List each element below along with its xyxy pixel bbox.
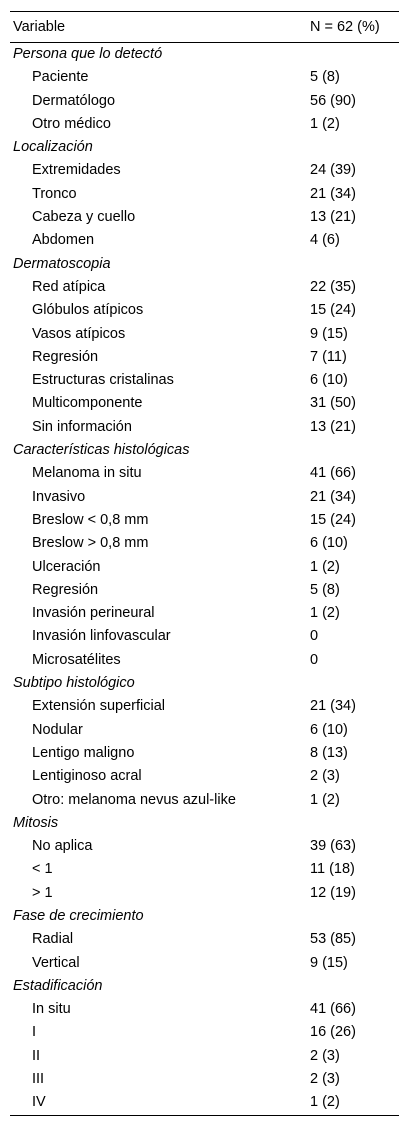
row-value: 13 (21)	[310, 418, 356, 435]
row-label: Paciente	[32, 69, 89, 86]
row-value: 0	[310, 651, 319, 668]
table-row	[10, 742, 399, 765]
table-row	[10, 392, 399, 415]
row-label: Vertical	[32, 954, 80, 971]
row-label: III	[32, 1071, 45, 1088]
table-row	[10, 625, 399, 648]
section-header	[10, 905, 399, 928]
table-row	[10, 765, 399, 788]
row-value: 2 (3)	[310, 1047, 340, 1064]
row-value: 11 (18)	[310, 861, 355, 878]
row-value: 21 (34)	[310, 488, 356, 505]
row-label: Abdomen	[32, 232, 95, 249]
table-row	[10, 229, 399, 252]
table-row	[10, 486, 399, 509]
row-value: 53 (85)	[310, 931, 356, 948]
header-variable: Variable	[13, 19, 66, 35]
table-row	[10, 835, 399, 858]
row-label: Dermatólogo	[32, 92, 116, 109]
row-label: Vasos atípicos	[32, 325, 126, 342]
row-value: 41 (66)	[310, 1001, 356, 1018]
section-title: Mitosis	[13, 814, 59, 831]
table-row	[10, 602, 399, 625]
row-label: Red atípica	[32, 278, 106, 295]
table-row	[10, 695, 399, 718]
row-value: 0	[310, 628, 319, 645]
header-n: N = 62 (%)	[310, 19, 380, 35]
row-label: Microsatélites	[32, 651, 121, 668]
row-value: 6 (10)	[310, 535, 348, 552]
section-header	[10, 253, 399, 276]
table-row	[10, 1091, 399, 1114]
bottom-rule	[10, 1115, 399, 1116]
row-value: 1 (2)	[310, 558, 340, 575]
row-label: Sin información	[32, 418, 132, 435]
row-value: 13 (21)	[310, 209, 356, 226]
table-row	[10, 206, 399, 229]
row-label: < 1	[32, 861, 53, 878]
table-row	[10, 579, 399, 602]
table-row	[10, 346, 399, 369]
row-label: Cabeza y cuello	[32, 209, 136, 226]
table-row	[10, 323, 399, 346]
row-label: Melanoma in situ	[32, 465, 142, 482]
row-label: In situ	[32, 1001, 71, 1018]
row-value: 2 (3)	[310, 1071, 340, 1088]
row-value: 21 (34)	[310, 185, 356, 202]
table-row	[10, 90, 399, 113]
table-row	[10, 532, 399, 555]
section-header	[10, 439, 399, 462]
table-row	[10, 416, 399, 439]
row-label: Extremidades	[32, 162, 121, 179]
table-row	[10, 952, 399, 975]
row-label: Invasión linfovascular	[32, 628, 171, 645]
row-value: 39 (63)	[310, 838, 356, 855]
row-label: Regresión	[32, 581, 99, 598]
row-label: Lentiginoso acral	[32, 768, 142, 785]
row-label: Extensión superficial	[32, 698, 165, 715]
table-row	[10, 789, 399, 812]
table-row	[10, 113, 399, 136]
row-label: IV	[32, 1094, 46, 1111]
table-row	[10, 159, 399, 182]
row-value: 6 (10)	[310, 372, 348, 389]
row-value: 9 (15)	[310, 954, 348, 971]
row-value: 31 (50)	[310, 395, 356, 412]
row-value: 15 (24)	[310, 511, 356, 528]
row-value: 56 (90)	[310, 92, 356, 109]
row-value: 8 (13)	[310, 744, 348, 761]
section-title: Localización	[13, 139, 93, 156]
section-header	[10, 812, 399, 835]
row-value: 16 (26)	[310, 1024, 356, 1041]
row-value: 1 (2)	[310, 605, 340, 622]
section-title: Subtipo histológico	[13, 675, 135, 692]
section-title: Características histológicas	[13, 442, 190, 459]
table-row	[10, 1021, 399, 1044]
table-row	[10, 719, 399, 742]
row-label: No aplica	[32, 838, 93, 855]
row-label: Radial	[32, 931, 74, 948]
table-row	[10, 462, 399, 485]
row-value: 41 (66)	[310, 465, 356, 482]
row-value: 21 (34)	[310, 698, 356, 715]
data-table	[10, 11, 399, 1116]
row-value: 7 (11)	[310, 348, 347, 365]
section-title: Fase de crecimiento	[13, 907, 144, 924]
section-header	[10, 975, 399, 998]
row-value: 12 (19)	[310, 884, 356, 901]
table-row	[10, 998, 399, 1021]
table-row	[10, 299, 399, 322]
row-value: 1 (2)	[310, 791, 340, 808]
section-title: Dermatoscopia	[13, 255, 111, 272]
row-label: Breslow > 0,8 mm	[32, 535, 149, 552]
section-title: Estadificación	[13, 977, 103, 994]
row-label: Multicomponente	[32, 395, 143, 412]
row-label: Estructuras cristalinas	[32, 372, 174, 389]
row-value: 24 (39)	[310, 162, 356, 179]
table-row	[10, 1045, 399, 1068]
row-value: 4 (6)	[310, 232, 340, 249]
row-value: 1 (2)	[310, 1094, 340, 1111]
section-header	[10, 136, 399, 159]
table-row	[10, 1068, 399, 1091]
row-label: Breslow < 0,8 mm	[32, 511, 149, 528]
row-label: Otro médico	[32, 115, 111, 132]
table-row	[10, 183, 399, 206]
section-title: Persona que lo detectó	[13, 46, 163, 62]
table-row	[10, 858, 399, 881]
table-row	[10, 369, 399, 392]
row-value: 22 (35)	[310, 278, 356, 295]
table-row	[10, 928, 399, 951]
row-label: Glóbulos atípicos	[32, 302, 144, 319]
row-label: Tronco	[32, 185, 77, 202]
table-row	[10, 66, 399, 89]
row-label: > 1	[32, 884, 53, 901]
section-header	[10, 672, 399, 695]
row-label: Invasión perineural	[32, 605, 155, 622]
table-row	[10, 649, 399, 672]
row-value: 9 (15)	[310, 325, 348, 342]
row-label: Lentigo maligno	[32, 744, 135, 761]
table-body	[10, 43, 399, 1115]
table-row	[10, 882, 399, 905]
header-row	[10, 12, 399, 42]
row-value: 5 (8)	[310, 69, 340, 86]
section-header	[10, 43, 399, 66]
row-value: 6 (10)	[310, 721, 348, 738]
table-row	[10, 509, 399, 532]
row-label: Otro: melanoma nevus azul-like	[32, 791, 236, 808]
row-label: Nodular	[32, 721, 83, 738]
row-label: Regresión	[32, 348, 99, 365]
table-row	[10, 276, 399, 299]
row-label: Invasivo	[32, 488, 86, 505]
row-value: 15 (24)	[310, 302, 356, 319]
row-label: II	[32, 1047, 41, 1064]
table-row	[10, 556, 399, 579]
row-label: I	[32, 1024, 37, 1041]
row-value: 1 (2)	[310, 115, 340, 132]
row-value: 2 (3)	[310, 768, 340, 785]
row-label: Ulceración	[32, 558, 101, 575]
row-value: 5 (8)	[310, 581, 340, 598]
